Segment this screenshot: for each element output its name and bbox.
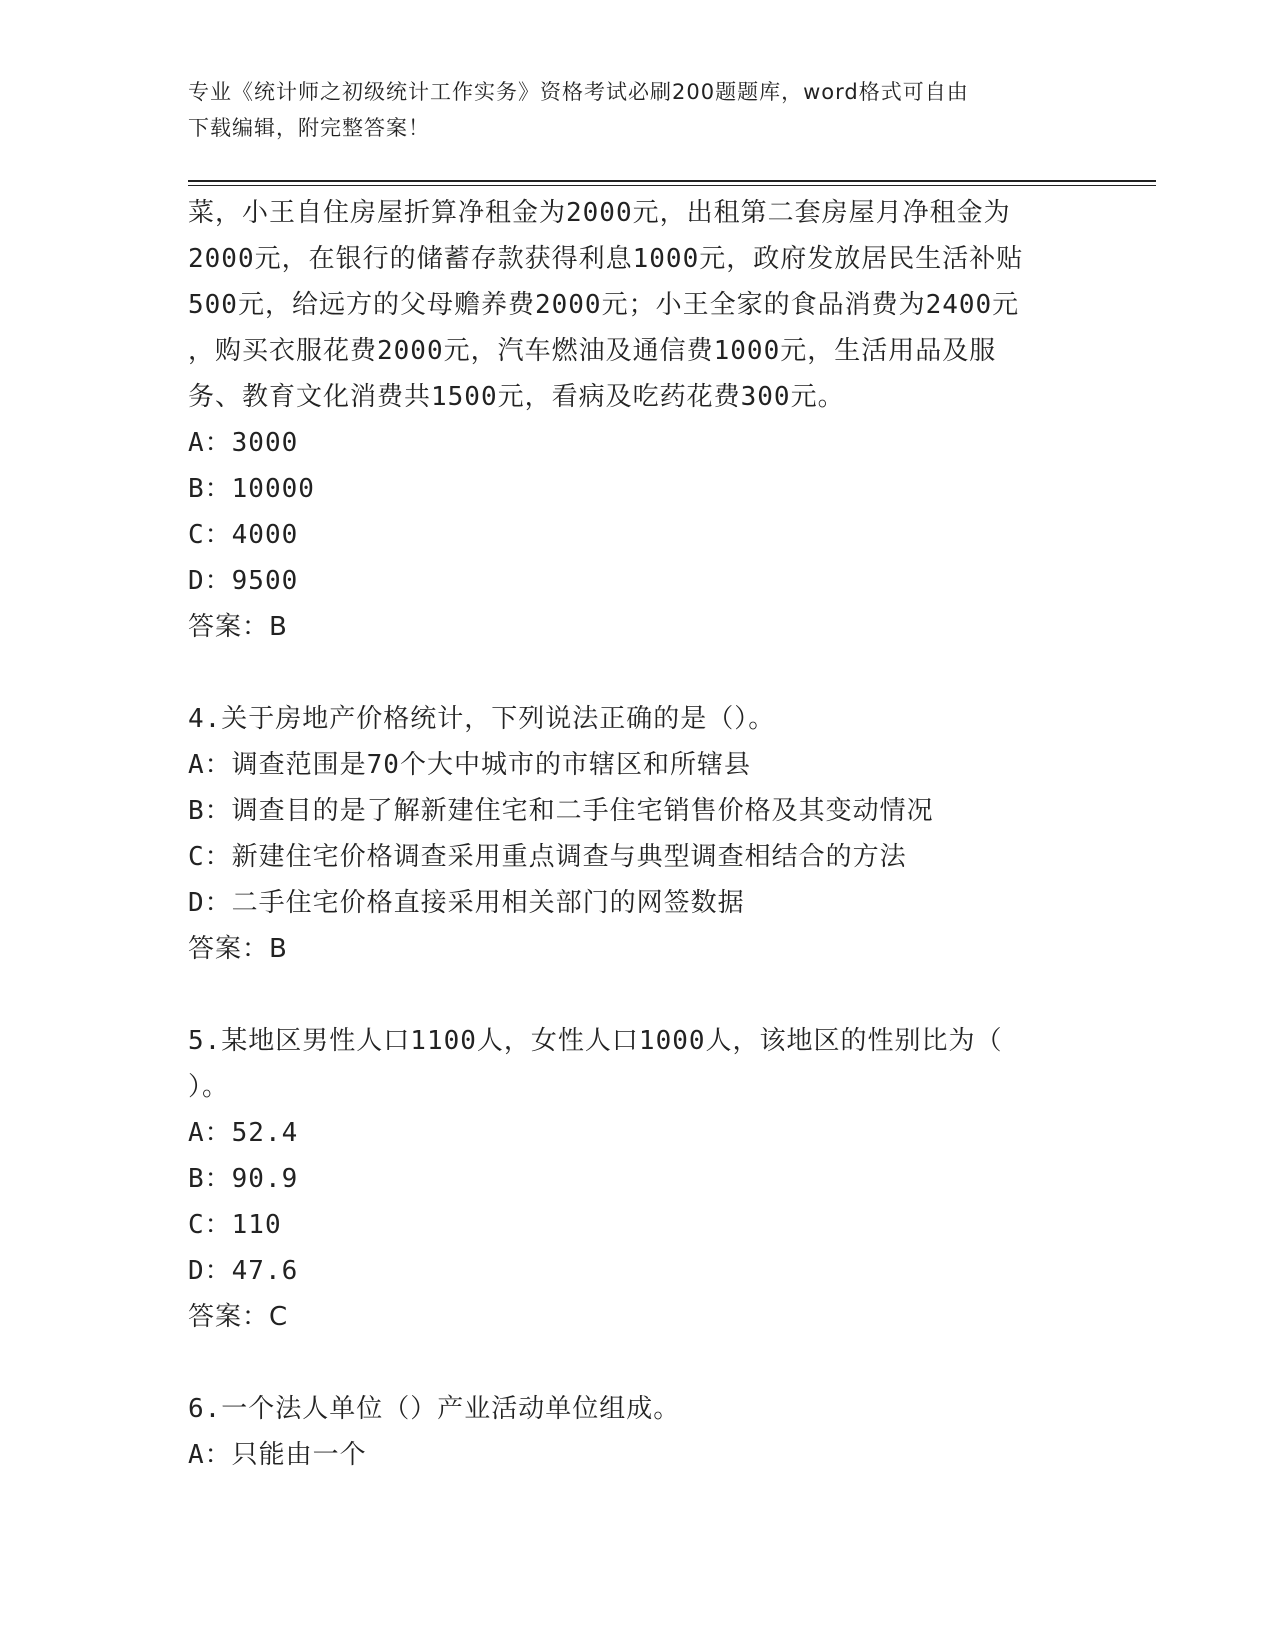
document-header xyxy=(188,74,1068,146)
document-body xyxy=(188,190,1128,1478)
question-stem: 5.某地区男性人口1100人，女性人口1000人，该地区的性别比为（ xyxy=(188,1026,1003,1056)
answer-line: 答案：B xyxy=(188,934,288,964)
question-4 xyxy=(188,696,1128,972)
option-a: A：调查范围是70个大中城市的市辖区和所辖县 xyxy=(188,750,751,780)
question-text-line: 务、教育文化消费共1500元，看病及吃药花费300元。 xyxy=(188,382,845,412)
header-title-line-2: 下载编辑，附完整答案！ xyxy=(188,116,430,140)
header-divider-thick xyxy=(188,180,1156,182)
option-b: B：10000 xyxy=(188,474,315,504)
question-text-line: 菜，小王自住房屋折算净租金为2000元，出租第二套房屋月净租金为 xyxy=(188,198,1011,228)
option-c: C：4000 xyxy=(188,520,299,550)
question-6 xyxy=(188,1386,1128,1478)
spacer xyxy=(188,650,1128,696)
option-b: B：调查目的是了解新建住宅和二手住宅销售价格及其变动情况 xyxy=(188,796,934,826)
question-stem: 6.一个法人单位（）产业活动单位组成。 xyxy=(188,1394,681,1424)
option-a: A：3000 xyxy=(188,428,299,458)
question-text-line: ，购买衣服花费2000元，汽车燃油及通信费1000元，生活用品及服 xyxy=(188,336,997,366)
question-3-continuation xyxy=(188,190,1128,650)
question-text-line: 500元，给远方的父母赡养费2000元；小王全家的食品消费为2400元 xyxy=(188,290,1020,320)
question-5 xyxy=(188,1018,1128,1340)
option-d: D：9500 xyxy=(188,566,299,596)
option-c: C：新建住宅价格调查采用重点调查与典型调查相结合的方法 xyxy=(188,842,907,872)
option-d: D：47.6 xyxy=(188,1256,299,1286)
header-title-line-1: 专业《统计师之初级统计工作实务》资格考试必刷200题题库，word格式可自由 xyxy=(188,80,969,104)
spacer xyxy=(188,1340,1128,1386)
option-c: C：110 xyxy=(188,1210,282,1240)
answer-line: 答案：C xyxy=(188,1302,289,1332)
option-d: D：二手住宅价格直接采用相关部门的网签数据 xyxy=(188,888,745,918)
spacer xyxy=(188,972,1128,1018)
question-text-line: 2000元，在银行的储蓄存款获得利息1000元，政府发放居民生活补贴 xyxy=(188,244,1024,274)
header-divider-thin xyxy=(188,185,1156,186)
option-a: A：52.4 xyxy=(188,1118,299,1148)
option-a: A：只能由一个 xyxy=(188,1440,367,1470)
question-stem: 4.关于房地产价格统计，下列说法正确的是（）。 xyxy=(188,704,776,734)
answer-line: 答案：B xyxy=(188,612,288,642)
question-stem-continued: ）。 xyxy=(188,1072,230,1102)
option-b: B：90.9 xyxy=(188,1164,299,1194)
